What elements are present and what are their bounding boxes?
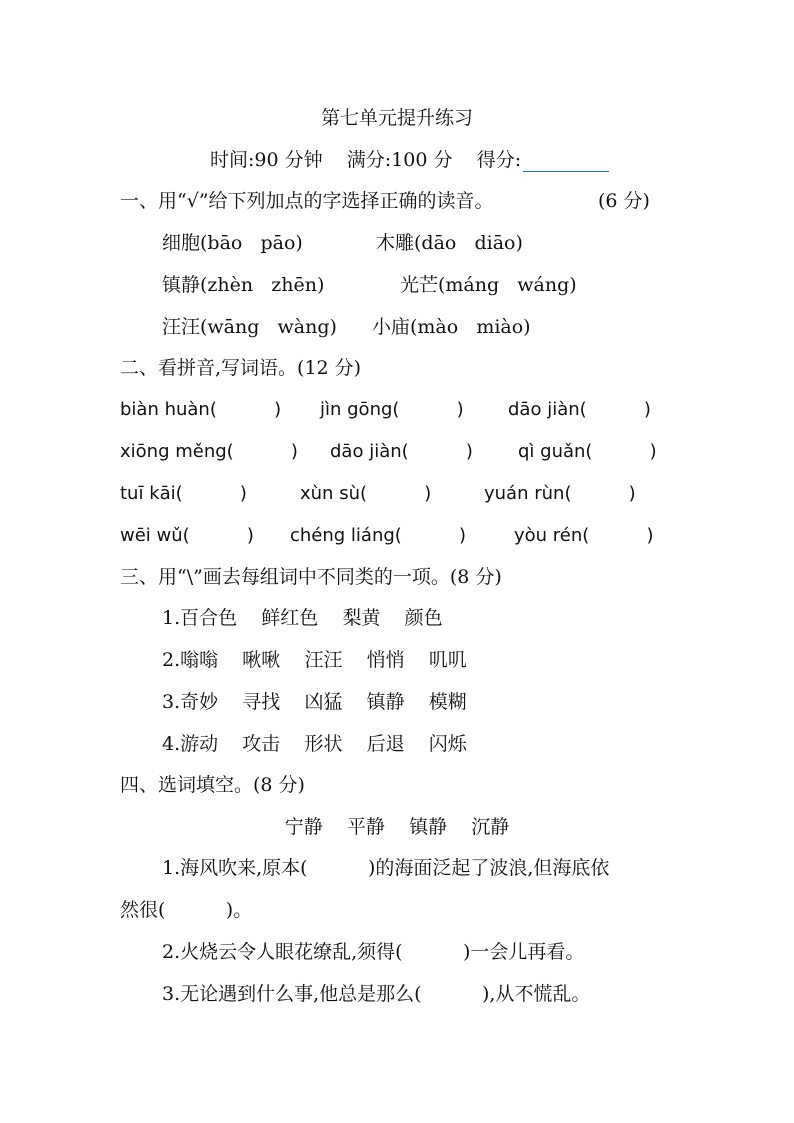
pinyin-cell: yòu rén( ) [514, 525, 654, 546]
section-2-heading: 二、看拼音,写词语。(12 分) [120, 357, 362, 379]
pinyin-cell: qì guǎn( ) [518, 441, 657, 462]
time-label: 时间:90 分钟 [210, 149, 323, 171]
s3-group-3: 3.奇妙 寻找 凶猛 镇静 模糊 [162, 691, 467, 713]
pinyin-cell: dāo jiàn( ) [330, 441, 473, 462]
s1-item-4: 光芒(máng wáng) [400, 274, 577, 296]
score-label: 得分: [476, 149, 522, 171]
score-blank-line[interactable] [523, 151, 609, 172]
pinyin-cell: wēi wǔ( ) [120, 525, 254, 546]
section-3-heading: 三、用“\”画去每组词中不同类的一项。(8 分) [120, 566, 502, 588]
pinyin-cell: jìn gōng( ) [320, 399, 464, 420]
section-4-heading: 四、选词填空。(8 分) [120, 774, 305, 796]
pinyin-cell: xùn sù( ) [300, 483, 432, 504]
s4-question-1a: 1.海风吹来,原本( )的海面泛起了波浪,但海底依 [162, 857, 610, 879]
pinyin-cell: biàn huàn( ) [120, 399, 282, 420]
s3-group-1: 1.百合色 鲜红色 梨黄 颜色 [162, 607, 443, 629]
pinyin-cell: tuī kāi( ) [120, 483, 247, 504]
pinyin-cell: xiōng měng( ) [120, 441, 298, 462]
s4-question-1b: 然很( )。 [120, 899, 253, 921]
s4-question-2: 2.火烧云令人眼花缭乱,须得( )一会儿再看。 [162, 941, 585, 963]
s4-question-3: 3.无论遇到什么事,他总是那么( ),从不慌乱。 [162, 983, 591, 1005]
page-title: 第七单元提升练习 [320, 107, 473, 129]
pinyin-cell: chéng liáng( ) [290, 525, 467, 546]
s3-group-2: 2.嗡嗡 啾啾 汪汪 悄悄 叽叽 [162, 649, 467, 671]
word-bank: 宁静 平静 镇静 沉静 [284, 816, 510, 838]
section-1-title: 一、用“√”给下列加点的字选择正确的读音。 [120, 190, 494, 212]
section-1-points: (6 分) [598, 190, 650, 212]
s1-item-2: 木雕(dāo diāo) [376, 232, 523, 254]
meta-row [210, 148, 609, 172]
s1-item-1: 细胞(bāo pāo) [162, 232, 303, 254]
s1-item-6: 小庙(mào miào) [372, 316, 531, 338]
pinyin-cell: dāo jiàn( ) [508, 399, 651, 420]
s1-item-3: 镇静(zhèn zhēn) [162, 274, 325, 296]
s3-group-4: 4.游动 攻击 形状 后退 闪烁 [162, 733, 467, 755]
section-1-heading [120, 189, 494, 213]
full-score-label: 满分:100 分 [346, 149, 453, 171]
pinyin-cell: yuán rùn( ) [484, 483, 636, 504]
s1-item-5: 汪汪(wāng wàng) [162, 316, 337, 338]
